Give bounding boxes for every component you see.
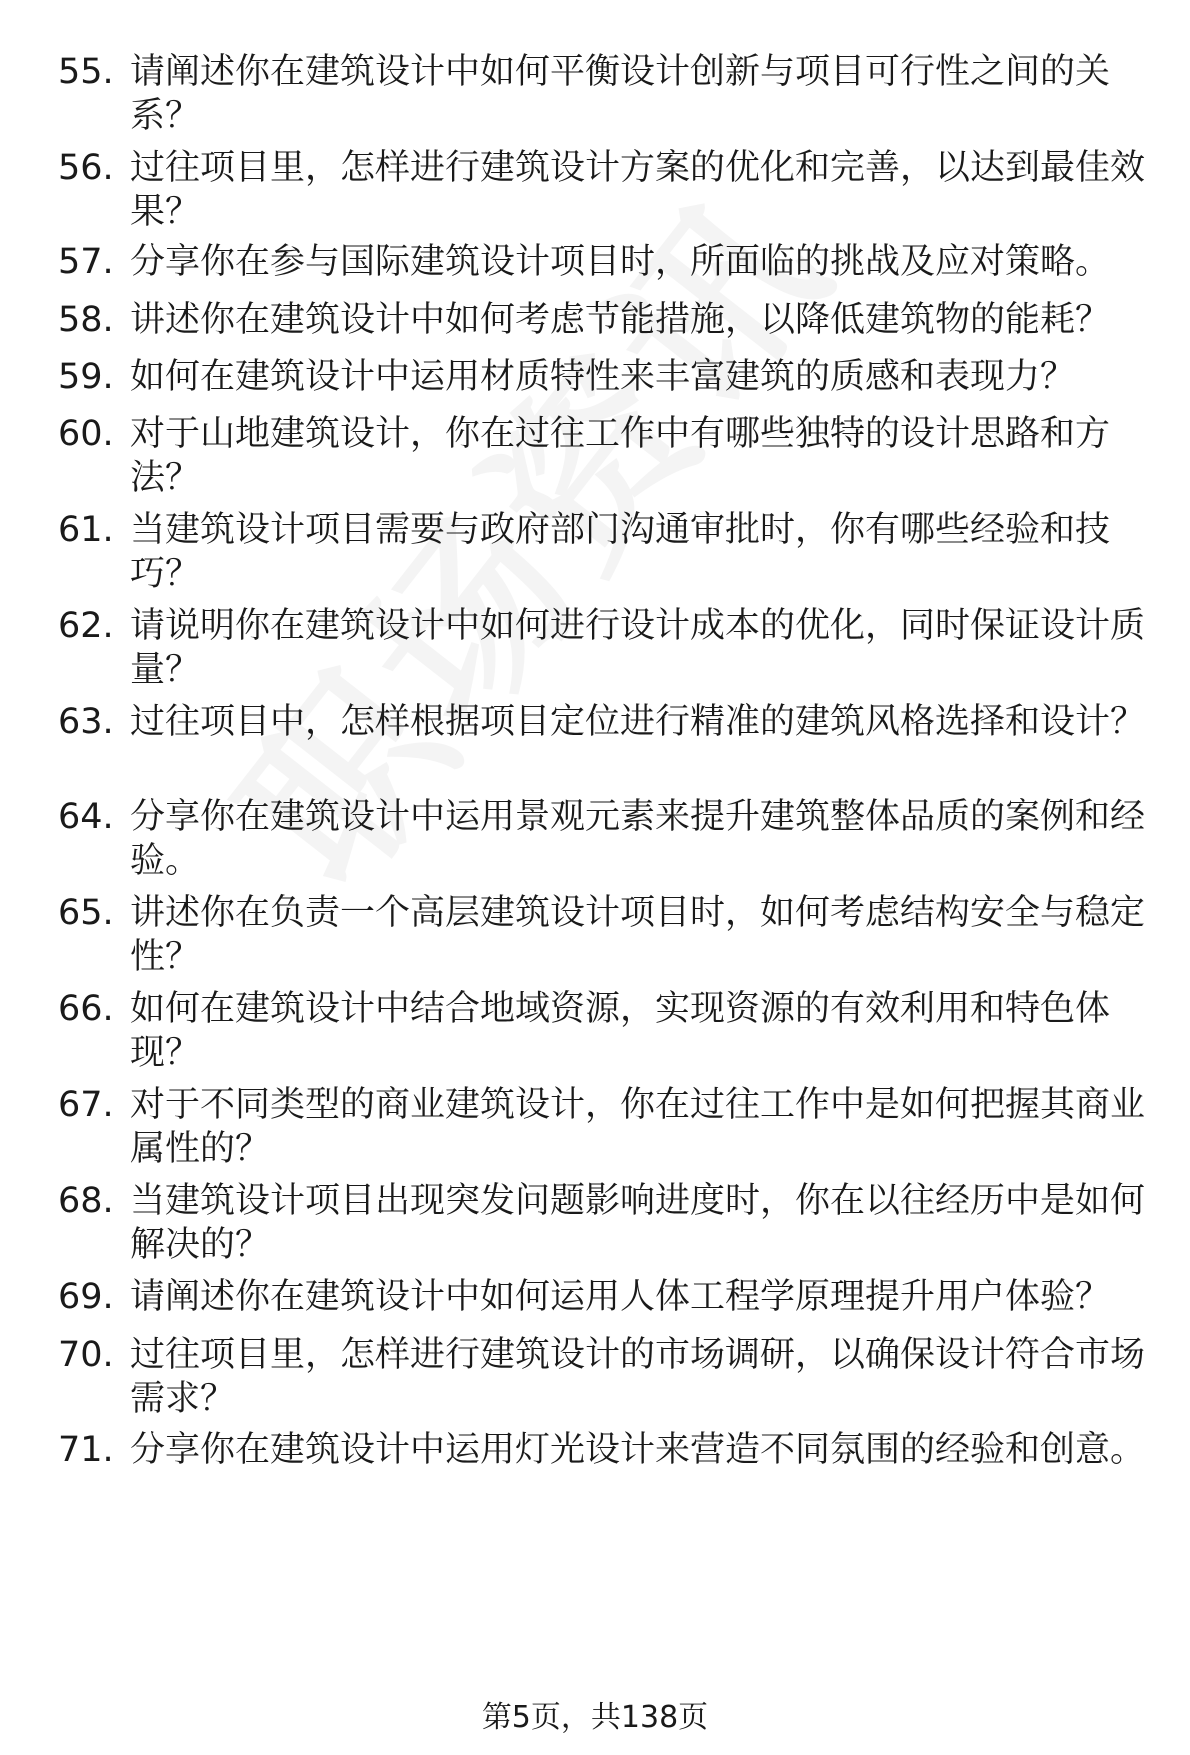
question-item <box>58 412 1148 500</box>
question-number: 65. <box>58 893 114 933</box>
question-number: 55. <box>58 52 114 92</box>
question-number: 71. <box>58 1430 114 1470</box>
question-text: 过往项目里，怎样进行建筑设计方案的优化和完善，以达到最佳效果？ <box>130 148 1146 232</box>
question-number: 67. <box>58 1085 114 1125</box>
question-number: 62. <box>58 606 114 646</box>
question-number: 64. <box>58 797 114 837</box>
question-number: 61. <box>58 510 114 550</box>
question-item <box>58 355 1148 399</box>
question-item <box>58 240 1148 284</box>
question-text: 讲述你在负责一个高层建筑设计项目时，如何考虑结构安全与稳定性？ <box>130 893 1146 977</box>
question-item <box>58 298 1148 342</box>
question-number: 59. <box>58 357 114 397</box>
question-text: 请说明你在建筑设计中如何进行设计成本的优化，同时保证设计质量？ <box>130 606 1146 690</box>
question-item <box>58 795 1148 883</box>
question-text: 对于山地建筑设计，你在过往工作中有哪些独特的设计思路和方法？ <box>130 414 1111 498</box>
question-number: 70. <box>58 1335 114 1375</box>
question-text: 分享你在建筑设计中运用景观元素来提升建筑整体品质的案例和经验。 <box>130 797 1146 881</box>
question-number: 60. <box>58 414 114 454</box>
question-text: 对于不同类型的商业建筑设计，你在过往工作中是如何把握其商业属性的？ <box>130 1085 1146 1169</box>
question-item <box>58 146 1148 234</box>
question-item <box>58 1333 1148 1421</box>
question-number: 58. <box>58 300 114 340</box>
question-number: 68. <box>58 1181 114 1221</box>
question-item <box>58 1275 1148 1319</box>
question-text: 讲述你在建筑设计中如何考虑节能措施，以降低建筑物的能耗？ <box>130 300 1111 340</box>
question-item <box>58 50 1148 138</box>
question-text: 请阐述你在建筑设计中如何平衡设计创新与项目可行性之间的关系？ <box>130 52 1111 136</box>
question-text: 分享你在建筑设计中运用灯光设计来营造不同氛围的经验和创意。 <box>130 1430 1146 1470</box>
question-item <box>58 1179 1148 1267</box>
question-item <box>58 604 1148 692</box>
page-number-footer: 第5页，共138页 <box>481 1700 709 1735</box>
question-item <box>58 987 1148 1075</box>
question-text: 分享你在参与国际建筑设计项目时，所面临的挑战及应对策略。 <box>130 242 1111 282</box>
question-number: 63. <box>58 702 114 742</box>
question-number: 56. <box>58 148 114 188</box>
question-text: 过往项目中，怎样根据项目定位进行精准的建筑风格选择和设计？ <box>130 702 1146 742</box>
question-number: 69. <box>58 1277 114 1317</box>
question-text: 请阐述你在建筑设计中如何运用人体工程学原理提升用户体验？ <box>130 1277 1111 1317</box>
question-item <box>58 1083 1148 1171</box>
question-item <box>58 700 1148 744</box>
question-item <box>58 891 1148 979</box>
question-text: 如何在建筑设计中结合地域资源，实现资源的有效利用和特色体现？ <box>130 989 1111 1073</box>
question-text: 当建筑设计项目出现突发问题影响进度时，你在以往经历中是如何解决的？ <box>130 1181 1146 1265</box>
question-text: 如何在建筑设计中运用材质特性来丰富建筑的质感和表现力？ <box>130 357 1076 397</box>
question-text: 当建筑设计项目需要与政府部门沟通审批时，你有哪些经验和技巧？ <box>130 510 1111 594</box>
question-item <box>58 1428 1148 1472</box>
question-item <box>58 508 1148 596</box>
question-number: 57. <box>58 242 114 282</box>
question-text: 过往项目里，怎样进行建筑设计的市场调研，以确保设计符合市场需求？ <box>130 1335 1146 1419</box>
question-number: 66. <box>58 989 114 1029</box>
